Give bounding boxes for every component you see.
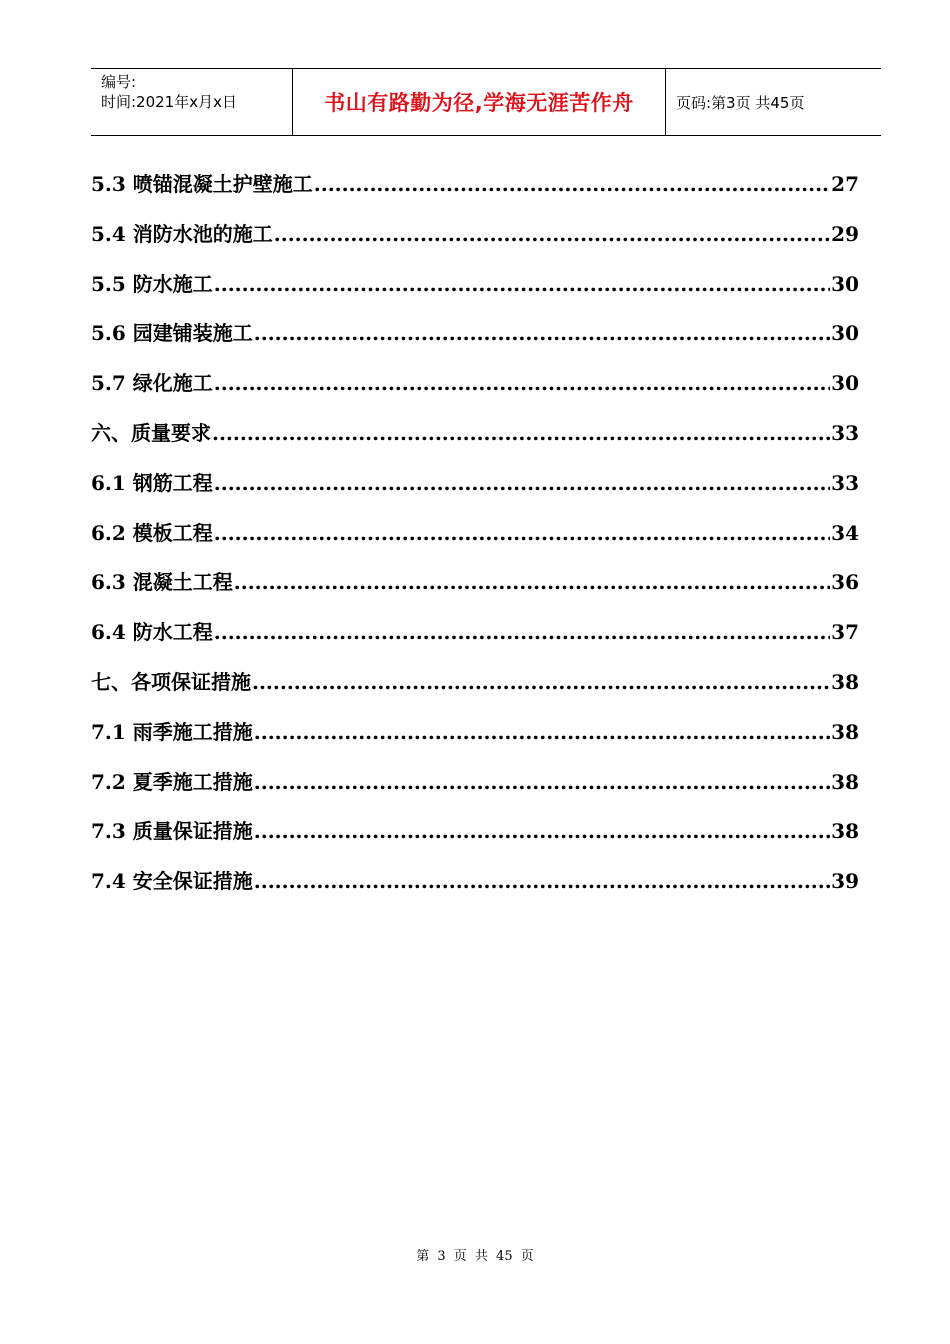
toc-dot-leader xyxy=(314,165,830,203)
toc-dot-leader xyxy=(254,812,830,850)
toc-entry-page-number: 30 xyxy=(831,321,859,346)
toc-entry-page-number: 38 xyxy=(831,669,859,694)
toc-entry-title: 7.4 安全保证措施 xyxy=(91,869,253,894)
toc-entry[interactable] xyxy=(91,862,859,912)
toc-entry-title: 6.2 模板工程 xyxy=(91,520,213,545)
toc-entry-page-number: 37 xyxy=(831,620,859,645)
toc-entry[interactable] xyxy=(91,265,859,315)
toc-dot-leader xyxy=(252,663,830,701)
toc-dot-leader xyxy=(274,215,830,253)
toc-entry-title: 6.4 防水工程 xyxy=(91,620,213,645)
toc-entry[interactable] xyxy=(91,314,859,364)
toc-entry-title: 六、质量要求 xyxy=(91,420,211,445)
toc-entry-title: 6.1 钢筋工程 xyxy=(91,470,213,495)
toc-dot-leader xyxy=(254,314,830,352)
toc-entry[interactable] xyxy=(91,812,859,862)
toc-entry-title: 七、各项保证措施 xyxy=(91,669,251,694)
toc-entry[interactable] xyxy=(91,763,859,813)
toc-entry-title: 6.3 混凝土工程 xyxy=(91,570,233,595)
page-footer: 第 3 页 共 45 页 xyxy=(416,1249,534,1264)
toc-entry-title: 5.5 防水施工 xyxy=(91,271,213,296)
toc-entry-title: 7.1 雨季施工措施 xyxy=(91,719,253,744)
toc-entry-page-number: 27 xyxy=(831,172,859,196)
toc-dot-leader xyxy=(214,464,830,502)
toc-dot-leader xyxy=(254,862,830,900)
toc-entry[interactable] xyxy=(91,713,859,763)
toc-dot-leader xyxy=(212,414,830,452)
toc-entry-page-number: 29 xyxy=(831,221,859,246)
toc-entry[interactable] xyxy=(91,364,859,414)
toc-entry-title: 5.4 消防水池的施工 xyxy=(91,221,273,246)
toc-entry-page-number: 38 xyxy=(831,719,859,744)
toc-entry-title: 7.3 质量保证措施 xyxy=(91,819,253,844)
toc-entry[interactable] xyxy=(91,215,859,265)
toc-entry-title: 5.3 喷锚混凝土护壁施工 xyxy=(91,172,313,196)
page-header xyxy=(91,68,881,136)
toc-dot-leader xyxy=(254,713,830,751)
table-of-contents xyxy=(91,165,859,912)
toc-entry-page-number: 33 xyxy=(831,420,859,445)
toc-entry[interactable] xyxy=(91,663,859,713)
toc-entry-title: 5.7 绿化施工 xyxy=(91,371,213,396)
toc-dot-leader xyxy=(254,763,830,801)
toc-entry-title: 5.6 园建铺装施工 xyxy=(91,321,253,346)
toc-entry[interactable] xyxy=(91,514,859,564)
toc-entry-page-number: 34 xyxy=(831,520,859,545)
toc-entry-page-number: 30 xyxy=(831,271,859,296)
toc-entry[interactable] xyxy=(91,165,859,215)
toc-entry-page-number: 39 xyxy=(831,869,859,894)
toc-entry[interactable] xyxy=(91,464,859,514)
toc-entry-page-number: 38 xyxy=(831,819,859,844)
toc-entry-page-number: 33 xyxy=(831,470,859,495)
toc-dot-leader xyxy=(214,613,830,651)
header-page-info: 页码:第3页 共45页 xyxy=(676,93,805,112)
toc-entry-title: 7.2 夏季施工措施 xyxy=(91,769,253,794)
document-number-label: 编号: xyxy=(101,73,137,91)
toc-entry-page-number: 38 xyxy=(831,769,859,794)
toc-dot-leader xyxy=(214,265,830,303)
document-time-label: 时间:2021年x月x日 xyxy=(101,93,237,111)
toc-entry[interactable] xyxy=(91,563,859,613)
toc-dot-leader xyxy=(214,364,830,402)
toc-entry-page-number: 30 xyxy=(831,371,859,396)
header-motto: 书山有路勤为径,学海无涯苦作舟 xyxy=(293,69,666,135)
header-meta xyxy=(91,69,293,135)
toc-dot-leader xyxy=(234,563,830,601)
toc-entry[interactable] xyxy=(91,613,859,663)
toc-dot-leader xyxy=(214,514,830,552)
toc-entry-page-number: 36 xyxy=(831,570,859,595)
toc-entry[interactable] xyxy=(91,414,859,464)
